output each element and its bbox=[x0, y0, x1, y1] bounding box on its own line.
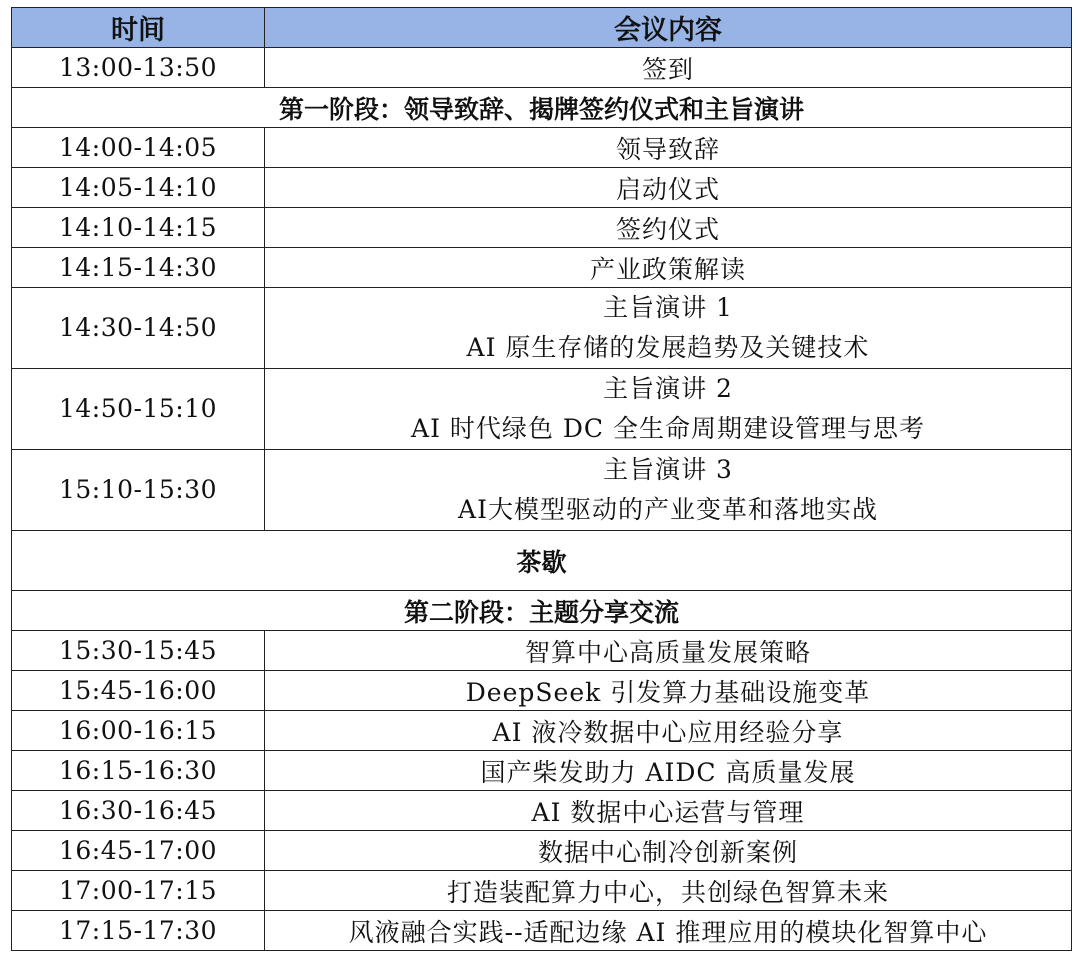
keynote-topic: AI 时代绿色 DC 全生命周期建设管理与思考 bbox=[411, 414, 925, 443]
time-cell: 16:15-16:30 bbox=[12, 751, 265, 791]
table-row bbox=[12, 128, 1072, 168]
time-cell: 14:00-14:05 bbox=[12, 128, 265, 168]
content-cell: 产业政策解读 bbox=[265, 248, 1072, 288]
table-row bbox=[12, 369, 1072, 450]
content-cell bbox=[265, 450, 1072, 531]
time-cell: 15:10-15:30 bbox=[12, 450, 265, 531]
time-cell: 14:10-14:15 bbox=[12, 208, 265, 248]
section-row bbox=[12, 88, 1072, 128]
time-cell: 14:05-14:10 bbox=[12, 168, 265, 208]
content-column-header: 会议内容 bbox=[265, 8, 1072, 48]
table-row bbox=[12, 831, 1072, 871]
keynote-topic: AI大模型驱动的产业变革和落地实战 bbox=[458, 495, 878, 524]
agenda-table bbox=[11, 7, 1072, 951]
content-cell: AI 液冷数据中心应用经验分享 bbox=[265, 711, 1072, 751]
content-cell bbox=[265, 288, 1072, 369]
time-cell: 14:30-14:50 bbox=[12, 288, 265, 369]
content-cell: 风液融合实践--适配边缘 AI 推理应用的模块化智算中心 bbox=[265, 911, 1072, 951]
time-cell: 13:00-13:50 bbox=[12, 48, 265, 88]
content-cell: 智算中心高质量发展策略 bbox=[265, 631, 1072, 671]
table-row bbox=[12, 48, 1072, 88]
time-cell: 16:00-16:15 bbox=[12, 711, 265, 751]
time-cell: 14:15-14:30 bbox=[12, 248, 265, 288]
table-header-row bbox=[12, 8, 1072, 48]
table-row bbox=[12, 911, 1072, 951]
table-row bbox=[12, 631, 1072, 671]
table-row bbox=[12, 871, 1072, 911]
keynote-topic: AI 原生存储的发展趋势及关键技术 bbox=[466, 333, 870, 362]
table-row bbox=[12, 450, 1072, 531]
table-row bbox=[12, 751, 1072, 791]
content-cell: DeepSeek 引发算力基础设施变革 bbox=[265, 671, 1072, 711]
keynote-title: 主旨演讲 3 bbox=[603, 455, 733, 484]
table-row bbox=[12, 208, 1072, 248]
table-row bbox=[12, 791, 1072, 831]
time-cell: 15:45-16:00 bbox=[12, 671, 265, 711]
time-cell: 17:15-17:30 bbox=[12, 911, 265, 951]
table-row bbox=[12, 168, 1072, 208]
content-cell: 启动仪式 bbox=[265, 168, 1072, 208]
content-cell: 签约仪式 bbox=[265, 208, 1072, 248]
time-cell: 15:30-15:45 bbox=[12, 631, 265, 671]
content-cell: 打造装配算力中心，共创绿色智算未来 bbox=[265, 871, 1072, 911]
content-cell: 数据中心制冷创新案例 bbox=[265, 831, 1072, 871]
content-cell bbox=[265, 369, 1072, 450]
table-row bbox=[12, 288, 1072, 369]
content-cell: 国产柴发助力 AIDC 高质量发展 bbox=[265, 751, 1072, 791]
time-cell: 16:30-16:45 bbox=[12, 791, 265, 831]
section-title: 第二阶段：主题分享交流 bbox=[12, 591, 1072, 631]
keynote-title: 主旨演讲 1 bbox=[603, 293, 733, 322]
time-cell: 14:50-15:10 bbox=[12, 369, 265, 450]
time-cell: 17:00-17:15 bbox=[12, 871, 265, 911]
table-row bbox=[12, 671, 1072, 711]
section-title: 第一阶段：领导致辞、揭牌签约仪式和主旨演讲 bbox=[12, 88, 1072, 128]
content-cell: 签到 bbox=[265, 48, 1072, 88]
table-row bbox=[12, 711, 1072, 751]
content-cell: 领导致辞 bbox=[265, 128, 1072, 168]
section-row bbox=[12, 591, 1072, 631]
break-title: 茶歇 bbox=[12, 531, 1072, 591]
break-row bbox=[12, 531, 1072, 591]
time-cell: 16:45-17:00 bbox=[12, 831, 265, 871]
content-cell: AI 数据中心运营与管理 bbox=[265, 791, 1072, 831]
time-column-header: 时间 bbox=[12, 8, 265, 48]
keynote-title: 主旨演讲 2 bbox=[603, 374, 733, 403]
table-row bbox=[12, 248, 1072, 288]
